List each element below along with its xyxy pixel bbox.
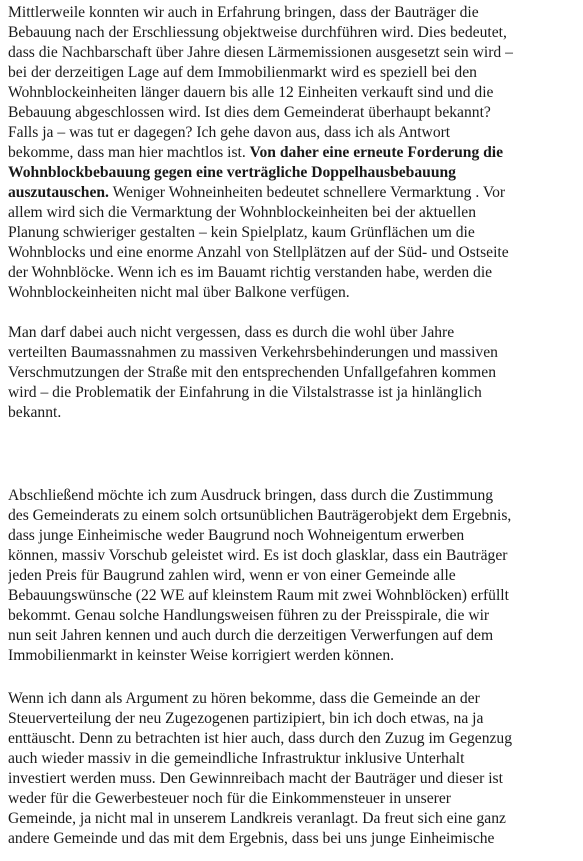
text-line: investiert werden muss. Den Gewinnreibach macht der Bauträger und dieser ist bbox=[8, 770, 503, 787]
text-line: auch wieder massiv in die gemeindliche Infrastruktur inklusive Unterhalt bbox=[8, 750, 465, 767]
text-line: dass die Nachbarschaft über Jahre diesen Lärmemissionen ausgesetzt sein wird – bbox=[8, 44, 513, 61]
text-line: weder für die Gewerbesteuer noch für die Einkommensteuer in unserer bbox=[8, 790, 451, 807]
text-span: bekomme, dass man hier machtlos ist. bbox=[8, 144, 246, 161]
text-line: nun seit Jahren kennen und auch durch die derzeitigen Verwerfungen auf dem bbox=[8, 627, 494, 644]
text-line: verteilten Baumassnahmen zu massiven Verkehrsbehinderungen und massiven bbox=[8, 344, 498, 361]
text-line: des Gemeinderats zu einem solch ortsunüblichen Bauträgerobjekt dem Ergebnis, bbox=[8, 507, 512, 524]
text-line: Wohnblockeinheiten länger dauern bis alle 12 Einheiten verkauft sind und die bbox=[8, 84, 494, 101]
text-line: bekommt. Genau solche Handlungsweisen führen zu der Preisspirale, die wir bbox=[8, 607, 490, 624]
text-line: der Wohnblöcke. Wenn ich es im Bauamt richtig verstanden habe, werden die bbox=[8, 264, 493, 281]
document-page bbox=[8, 0, 580, 861]
text-line: Bebauung abgeschlossen wird. Ist dies dem Gemeinderat überhaupt bekannt? bbox=[8, 104, 491, 121]
text-line bbox=[8, 163, 456, 183]
text-line: Mittlerweile konnten wir auch in Erfahrung bringen, dass der Bauträger die bbox=[8, 4, 479, 21]
text-line: andere Gemeinde und das mit dem Ergebnis, dass bei uns junge Einheimische bbox=[8, 830, 495, 847]
text-line: Falls ja – was tut er dagegen? Ich gehe davon aus, dass ich als Antwort bbox=[8, 124, 451, 141]
bold-demand: auszutauschen. bbox=[8, 184, 109, 201]
text-line: enttäuscht. Denn zu betrachten ist hier auch, dass durch den Zuzug im Gegenzug bbox=[8, 730, 513, 747]
text-line: Planung schwieriger gestalten – kein Spielplatz, kaum Grünflächen um die bbox=[8, 224, 475, 241]
text-line: Abschließend möchte ich zum Ausdruck bringen, dass durch die Zustimmung bbox=[8, 487, 494, 504]
text-line: können, massiv Vorschub geleistet wird. Es ist doch glasklar, dass ein Bauträger bbox=[8, 547, 508, 564]
text-line: Gemeinde, ja nicht mal in unserem Landkreis veranlagt. Da freut sich eine ganz bbox=[8, 810, 506, 827]
text-line: bekannt. bbox=[8, 404, 62, 421]
text-line: Steuerverteilung der neu Zugezogenen partizipiert, bin ich doch etwas, na ja bbox=[8, 710, 484, 727]
text-line: Wohnblockeinheiten nicht mal über Balkone verfügen. bbox=[8, 284, 350, 301]
text-line: Immobilienmarkt in keinster Weise korrigiert werden können. bbox=[8, 647, 395, 664]
text-line: jeden Preis für Baugrund zahlen wird, wenn er von einer Gemeinde alle bbox=[8, 567, 456, 584]
text-line: Verschmutzungen der Straße mit den entsprechenden Unfallgefahren kommen bbox=[8, 364, 496, 381]
text-line bbox=[8, 143, 503, 163]
bold-demand: Von daher eine erneute Forderung die bbox=[249, 144, 504, 161]
text-line: bei der derzeitigen Lage auf dem Immobilienmarkt wird es speziell bei den bbox=[8, 64, 477, 81]
bold-demand: Wohnblockbebauung gegen eine verträgliche Doppelhausbebauung bbox=[8, 164, 456, 181]
text-span: Weniger Wohneinheiten bedeutet schnellere Vermarktung . Vor bbox=[108, 184, 506, 201]
text-line bbox=[8, 183, 505, 203]
text-line: wird – die Problematik der Einfahrung in die Vilstalstrasse ist ja hinlänglich bbox=[8, 384, 482, 401]
text-line: Wohnblocks und eine enorme Anzahl von Stellplätzen auf der Süd- und Ostseite bbox=[8, 244, 509, 261]
text-line: Bebauung nach der Erschliessung objektweise durchführen wird. Dies bedeutet, bbox=[8, 24, 507, 41]
text-line: Bebauungswünsche (22 WE auf kleinstem Raum mit zwei Wohnblöcken) erfüllt bbox=[8, 587, 509, 604]
text-line: Man darf dabei auch nicht vergessen, dass es durch die wohl über Jahre bbox=[8, 324, 455, 341]
text-line: Wenn ich dann als Argument zu hören bekomme, dass die Gemeinde an der bbox=[8, 690, 480, 707]
text-line: allem wird sich die Vermarktung der Wohnblockeinheiten bei der aktuellen bbox=[8, 204, 477, 221]
text-line: dass junge Einheimische weder Baugrund noch Wohneigentum erwerben bbox=[8, 527, 465, 544]
